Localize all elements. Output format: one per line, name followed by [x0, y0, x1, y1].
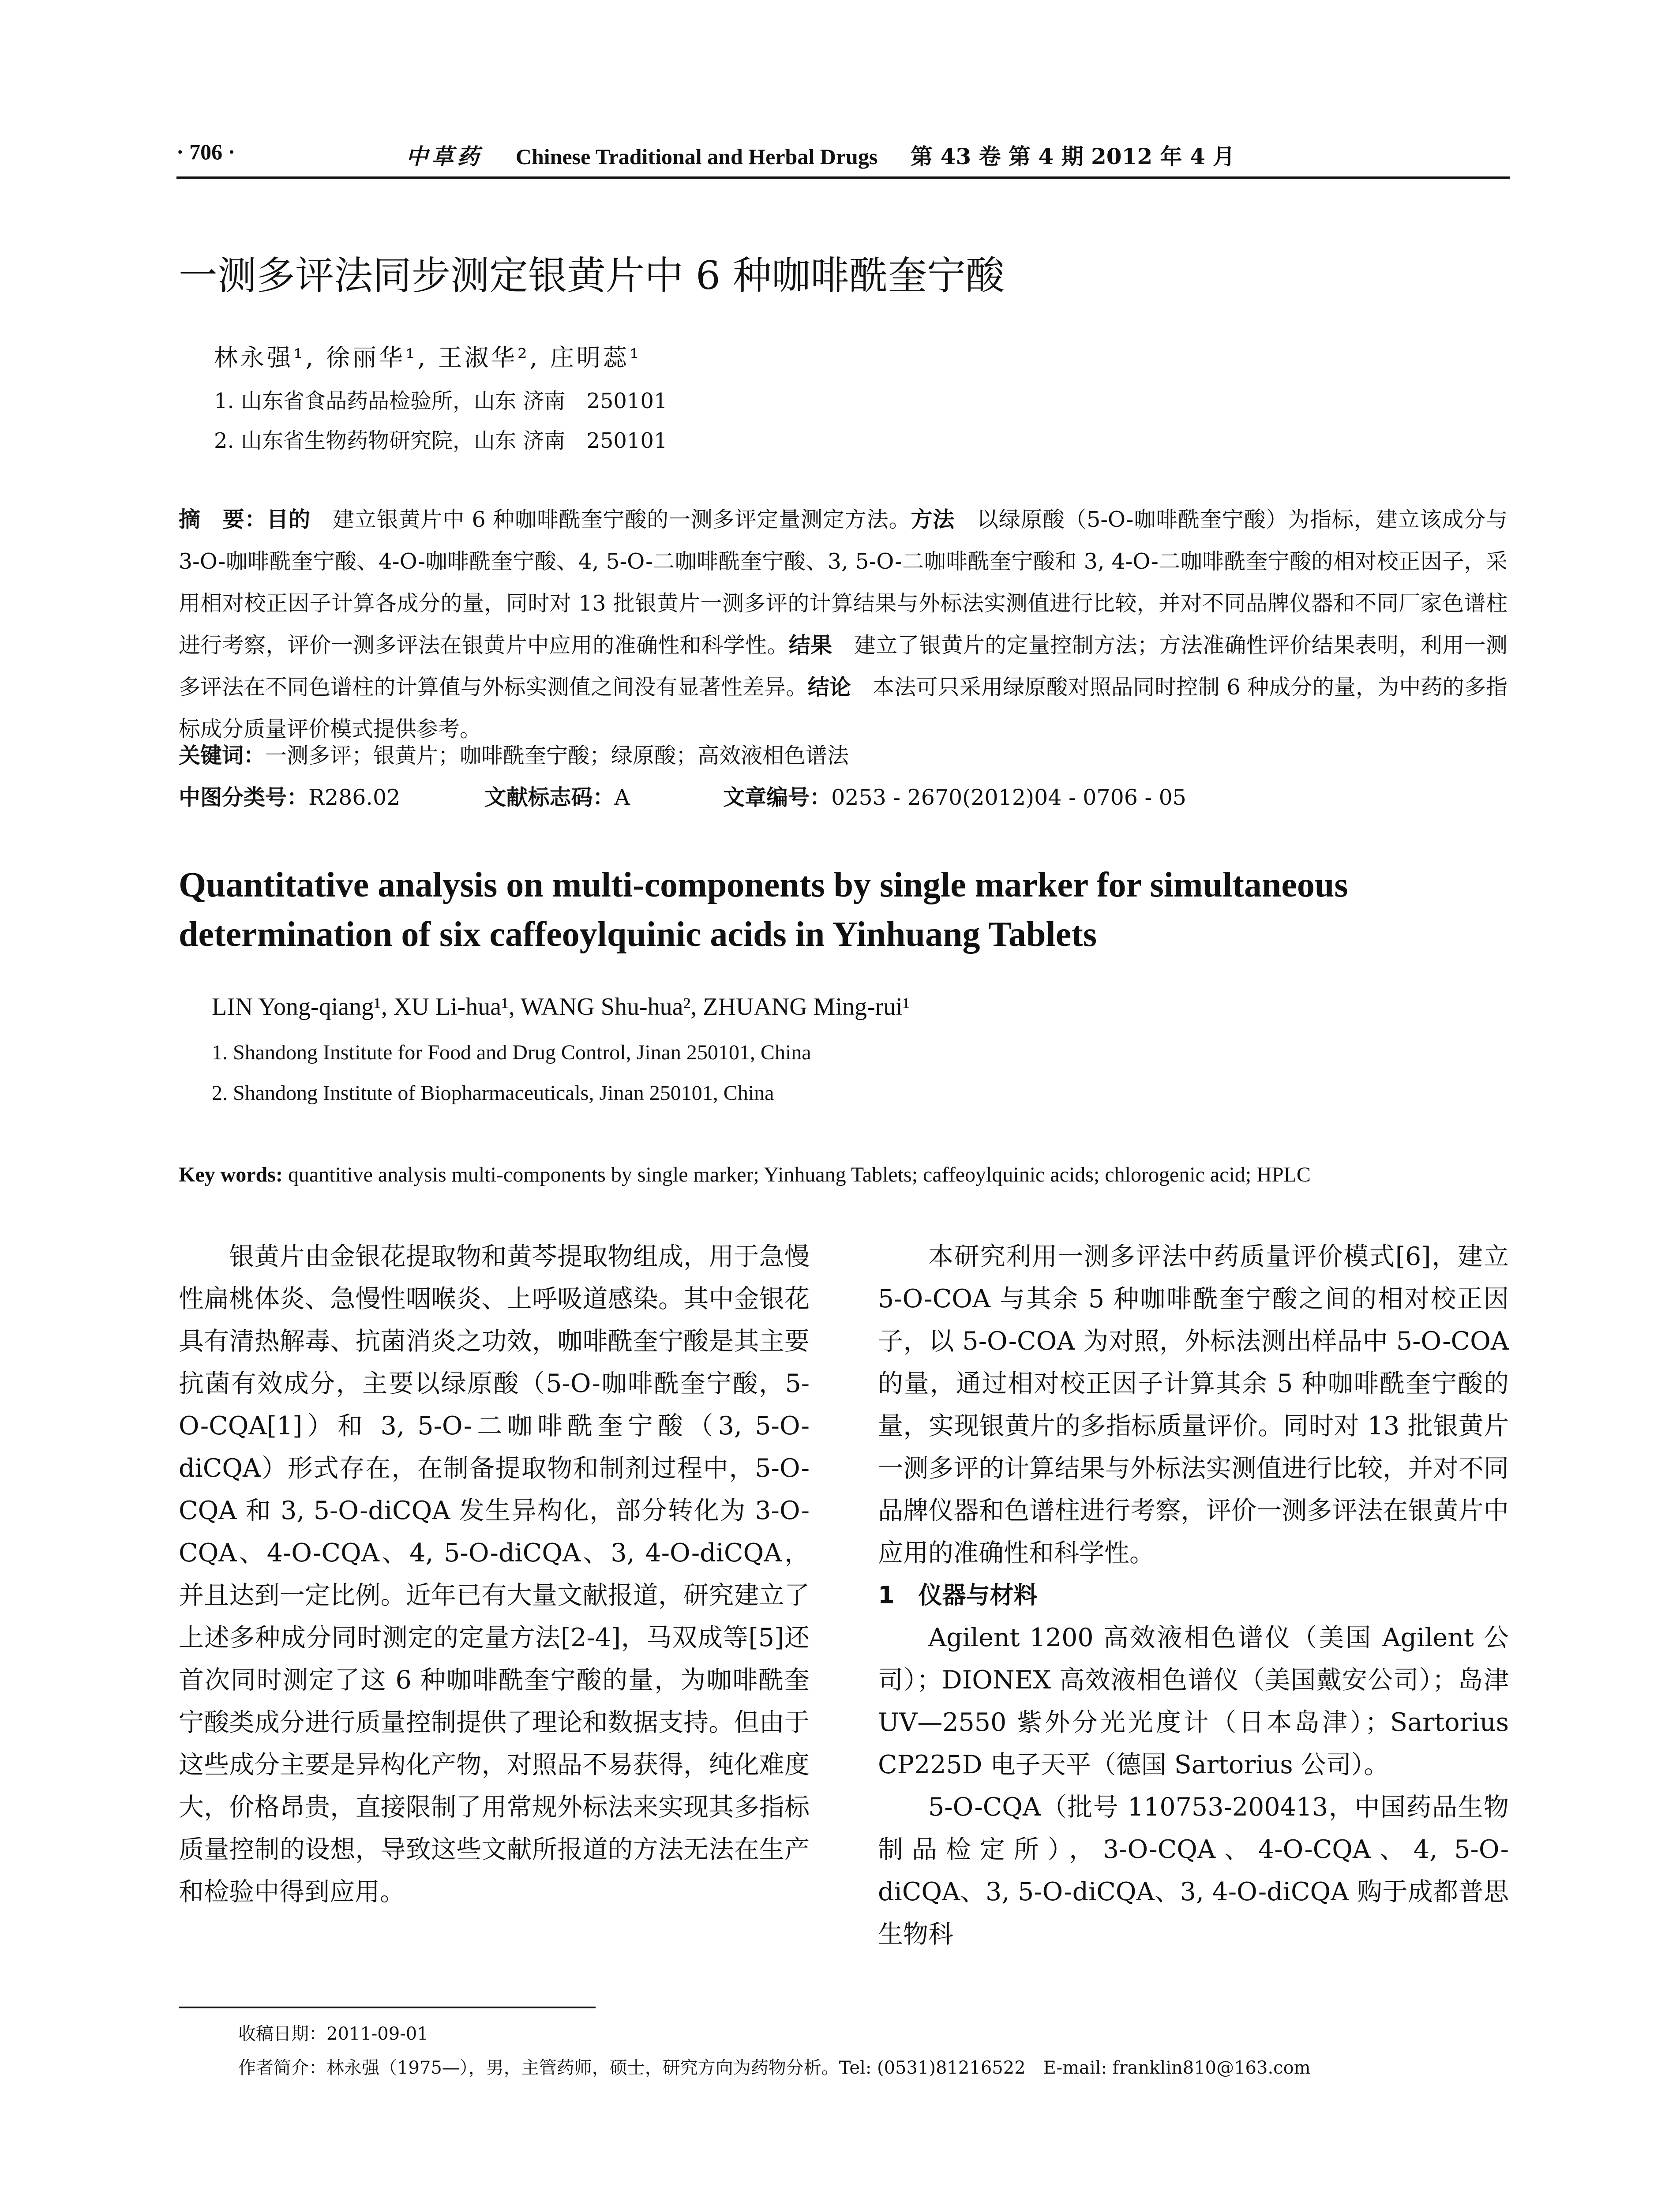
- keywords-en: [179, 1163, 1311, 1187]
- abstract-cn: [179, 499, 1508, 750]
- authors-en: LIN Yong-qiang¹, XU Li-hua¹, WANG Shu-hua², ZHUANG Ming-rui¹: [212, 993, 910, 1020]
- results-label: 结果: [788, 633, 832, 658]
- affiliation-en-1: 1. Shandong Institute for Food and Drug Control, Jinan 250101, China: [212, 1041, 811, 1064]
- affiliation-cn-2: 2. 山东省生物药物研究院，山东 济南 250101: [214, 428, 668, 453]
- keywords-cn: [179, 735, 1508, 777]
- article-no-value: 0253 - 2670(2012)04 - 0706 - 05: [831, 785, 1186, 810]
- doc-code-label: 文献标志码：: [484, 785, 615, 810]
- article-title-en: Quantitative analysis on multi-components by single marker for simultaneous determination of six caffeoylquinic acids in Yinhuang Tablets: [179, 866, 1348, 954]
- body-column-right: [878, 1235, 1509, 1955]
- article-title-cn: 一测多评法同步测定银黄片中 6 种咖啡酰奎宁酸: [179, 253, 1005, 298]
- journal-issue: 第 43 卷 第 4 期 2012 年 4 月: [911, 143, 1235, 169]
- conclusion-text: 本法可只采用绿原酸对照品同时控制 6 种成分的量，为中药的多指标成分质量评价模式提供参考。: [179, 675, 1508, 742]
- methods-text: 以绿原酸（5-O-咖啡酰奎宁酸）为指标，建立该成分与 3-O-咖啡酰奎宁酸、4-O-咖啡酰奎宁酸、4, 5-O-二咖啡酰奎宁酸、3, 5-O-二咖啡酰奎宁酸和 3, 4-O-二咖啡酰奎宁酸的相对校正因子，采用相对校正因子计算各成分的量，同时对 13 批银黄片一测多评的计算结果与外标法实测值进行比较，并对不同品牌仪器和不同厂家色谱柱进行考察，评价一测多评法在银黄片中应用的准确性和科学性。: [179, 507, 1508, 658]
- keywords-cn-text: 一测多评；银黄片；咖啡酰奎宁酸；绿原酸；高效液相色谱法: [265, 743, 849, 768]
- classification-line: [179, 777, 1508, 818]
- keywords-en-text: quantitive analysis multi-components by single marker; Yinhuang Tablets; caffeoylquinic acids; chlorogenic acid; HPLC: [288, 1163, 1311, 1186]
- page-number: · 706 ·: [176, 139, 236, 164]
- instruments-paragraph: Agilent 1200 高效液相色谱仪（美国 Agilent 公司）；DIONEX 高效液相色谱仪（美国戴安公司）；岛津 UV—2550 紫外分光光度计（日本岛津）；Sartorius CP225D 电子天平（德国 Sartorius 公司）。: [878, 1623, 1509, 1779]
- journal-line: [406, 139, 1235, 171]
- authors-cn: 林永强¹, 徐丽华¹, 王淑华², 庄明蕊¹: [214, 344, 642, 371]
- clc-value: R286.02: [308, 785, 401, 810]
- journal-name-cn: 中草药: [406, 143, 483, 169]
- intro-paragraph: 银黄片由金银花提取物和黄芩提取物组成，用于急慢性扁桃体炎、急慢性咽喉炎、上呼吸道感染。其中金银花具有清热解毒、抗菌消炎之功效，咖啡酰奎宁酸是其主要抗菌有效成分，主要以绿原酸（5-O-咖啡酰奎宁酸，5-O-CQA[1]）和 3, 5-O-二咖啡酰奎宁酸（3, 5-O-diCQA）形式存在，在制备提取物和制剂过程中，5-O-CQA 和 3, 5-O-diCQA 发生异构化，部分转化为 3-O-CQA、4-O-CQA、4, 5-O-diCQA、3, 4-O-diCQA，并且达到一定比例。近年已有大量文献报道，研究建立了上述多种成分同时测定的定量方法[2-4]，马双成等[5]还首次同时测定了这 6 种咖啡酰奎宁酸的量，为咖啡酰奎宁酸类成分进行质量控制提供了理论和数据支持。但由于这些成分主要是异构化产物，对照品不易获得，纯化难度大，价格昂贵，直接限制了用常规外标法来实现其多指标质量控制的设想，导致这些文献所报道的方法无法在生产和检验中得到应用。: [179, 1242, 810, 1906]
- study-paragraph: 本研究利用一测多评法中药质量评价模式[6]，建立 5-O-COA 与其余 5 种咖啡酰奎宁酸之间的相对校正因子，以 5-O-COA 为对照，外标法测出样品中 5-O-COA 的量，通过相对校正因子计算其余 5 种咖啡酰奎宁酸的量，实现银黄片的多指标质量评价。同时对 13 批银黄片一测多评的计算结果与外标法实测值进行比较，并对不同品牌仪器和色谱柱进行考察，评价一测多评法在银黄片中应用的准确性和科学性。: [878, 1242, 1509, 1568]
- results-text: 建立了银黄片的定量控制方法；方法准确性评价结果表明，利用一测多评法在不同色谱柱的计算值与外标实测值之间没有显著性差异。: [179, 633, 1508, 700]
- keywords-en-label: Key words:: [179, 1163, 283, 1186]
- footnote-author-bio: 作者简介：林永强（1975—），男，主管药师，硕士，研究方向为药物分析。Tel: (0531)81216522 E-mail: franklin810@163.com: [238, 2058, 1311, 2078]
- section-heading-1: 1 仪器与材料: [878, 1581, 1038, 1609]
- running-header: [176, 139, 1509, 174]
- header-rule: [176, 176, 1510, 179]
- conclusion-label: 结论: [807, 675, 851, 700]
- materials-paragraph: 5-O-CQA（批号 110753-200413，中国药品生物制品检定所），3-O-CQA、4-O-CQA、4, 5-O-diCQA、3, 5-O-diCQA、3, 4-O-diCQA 购于成都普思生物科: [878, 1793, 1509, 1949]
- objective-label: 目的: [266, 507, 311, 532]
- methods-label: 方法: [911, 507, 955, 532]
- article-no-label: 文章编号：: [723, 785, 832, 810]
- abstract-label: 摘 要：: [179, 507, 267, 532]
- affiliation-cn-1: 1. 山东省食品药品检验所，山东 济南 250101: [214, 389, 668, 413]
- keywords-cn-label: 关键词：: [179, 743, 266, 768]
- footnote-received-date: 收稿日期：2011-09-01: [238, 2024, 428, 2044]
- objective-text: 建立银黄片中 6 种咖啡酰奎宁酸的一测多评定量测定方法。: [333, 507, 911, 532]
- footnote-rule: [179, 2007, 596, 2008]
- affiliation-en-2: 2. Shandong Institute of Biopharmaceuticals, Jinan 250101, China: [212, 1081, 774, 1105]
- clc-label: 中图分类号：: [179, 785, 309, 810]
- body-column-left: [179, 1235, 810, 1913]
- journal-name-en: Chinese Traditional and Herbal Drugs: [515, 144, 878, 169]
- doc-code-value: A: [614, 785, 630, 810]
